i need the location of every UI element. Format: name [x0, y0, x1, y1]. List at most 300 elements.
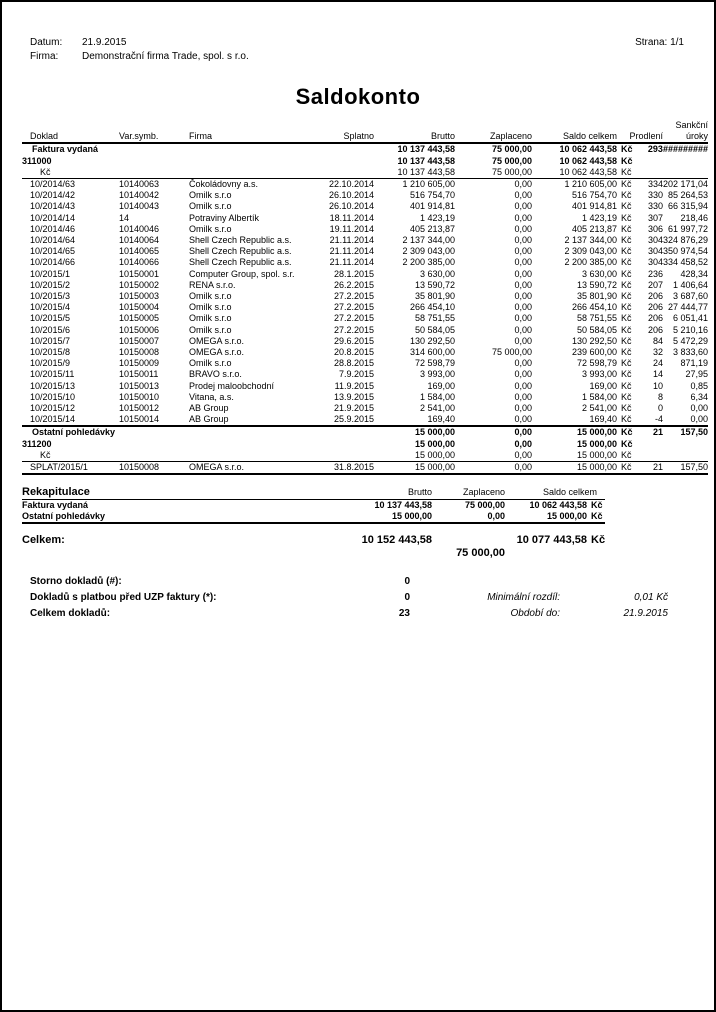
table-row — [22, 291, 708, 302]
cell-account: 311000 — [22, 155, 52, 166]
cell-saldo: 1 210 605,00 — [564, 179, 617, 190]
cell-splatno: 22.10.2014 — [328, 179, 374, 190]
cell-doklad: 10/2014/42 — [30, 190, 76, 201]
uzp-value: 0 — [404, 591, 410, 603]
cell-uroky: 66 315,94 — [667, 201, 708, 212]
rekap-header-saldo: Saldo celkem — [505, 487, 605, 499]
cell-currency: Kč — [621, 257, 632, 268]
celkem-saldo: 10 077 443,58 — [516, 533, 587, 546]
cell-group-name: Ostatní pohledávky — [32, 427, 116, 438]
cell-uroky: 3 687,60 — [672, 291, 708, 302]
cell-currency: Kč — [621, 144, 633, 155]
cell-uroky: 218,46 — [680, 212, 708, 223]
cell-varsymb: 10150013 — [119, 380, 160, 391]
cell-prodleni: 24 — [652, 358, 663, 369]
rekap-row-zaplaceno: 75 000,00 — [464, 499, 505, 510]
cell-firma: OMEGA s.r.o. — [189, 462, 304, 475]
cell-saldo: 169,00 — [589, 380, 617, 391]
header-row — [22, 131, 708, 143]
cell-brutto: 15 000,00 — [414, 438, 455, 449]
celkem-row — [22, 523, 605, 547]
cell-zaplaceno: 0,00 — [514, 391, 532, 402]
cell-saldo: 3 630,00 — [581, 268, 617, 279]
cell-saldo: 10 062 443,58 — [559, 144, 617, 155]
cell-saldo: 266 454,10 — [571, 302, 617, 313]
cell-splatno: 20.8.2015 — [333, 347, 374, 358]
cell-saldo: 239 600,00 — [571, 347, 617, 358]
cell-doklad: 10/2014/65 — [30, 246, 76, 257]
cell-brutto: 3 630,00 — [419, 268, 455, 279]
cell-firma: Shell Czech Republic a.s. — [189, 257, 292, 268]
cell-currency: Kč — [621, 391, 632, 402]
cell-splatno: 19.11.2014 — [329, 223, 374, 234]
cell-doklad: 10/2015/3 — [30, 291, 71, 302]
min-rozdil-value: 0,01 Kč — [634, 591, 668, 603]
table-row — [22, 269, 708, 280]
cell-zaplaceno: 0,00 — [514, 201, 532, 212]
cell-firma: Omilk s.r.o — [189, 313, 232, 324]
cell-currency: Kč — [621, 212, 632, 223]
cell-varsymb: 10140064 — [119, 235, 160, 246]
storno-label: Storno dokladů (#): — [30, 575, 122, 587]
cell-firma: Computer Group, spol. s.r. — [189, 268, 295, 279]
celkem-spacer — [505, 547, 587, 560]
cell-currency: Kč — [621, 291, 632, 302]
cell-firma: Omilk s.r.o — [189, 223, 232, 234]
cell-varsymb: 10150012 — [119, 403, 160, 414]
cell-firma: Omilk s.r.o — [189, 358, 232, 369]
summary-row — [30, 576, 684, 592]
cell-prodleni: 32 — [652, 347, 663, 358]
celkem-label: Celkem: — [22, 533, 65, 546]
header-varsymb: Var.symb. — [119, 131, 189, 143]
cell-prodleni: 306 — [647, 223, 663, 234]
cell-prodleni: 330 — [647, 190, 663, 201]
rekap-header-zaplaceno: Zaplaceno — [432, 487, 505, 499]
cell-firma: BRAVO s.r.o. — [189, 369, 242, 380]
cell-doklad: 10/2015/1 — [30, 268, 71, 279]
cell-brutto: 2 309 043,00 — [402, 246, 455, 257]
rekap-header-row — [22, 487, 605, 499]
cell-varsymb: 10150003 — [119, 291, 160, 302]
cell-saldo: 2 541,00 — [581, 403, 617, 414]
cell-zaplaceno: 0,00 — [514, 268, 532, 279]
celkem-zaplaceno-row — [22, 547, 605, 560]
cell-zaplaceno: 0,00 — [455, 450, 532, 462]
cell-zaplaceno: 0,00 — [514, 235, 532, 246]
rekap-row-zaplaceno: 0,00 — [432, 511, 505, 523]
cell-varsymb: 10140065 — [119, 246, 160, 257]
cell-currency: Kč — [617, 450, 635, 462]
cell-doklad: 10/2015/5 — [30, 313, 71, 324]
strana-label: Strana: — [635, 37, 668, 48]
cell-splatno: 21.11.2014 — [329, 235, 374, 246]
datum-value: 21.9.2015 — [82, 37, 127, 48]
saldo-table-body — [22, 143, 708, 474]
group-total-row — [22, 143, 708, 155]
rekap-row-saldo: 15 000,00 — [505, 511, 587, 523]
cell-prodleni: 330 — [647, 201, 663, 212]
cell-zaplaceno: 0,00 — [514, 380, 532, 391]
cell-saldo: 516 754,70 — [571, 190, 617, 201]
cell-brutto: 35 801,90 — [414, 291, 455, 302]
cell-firma: Omilk s.r.o — [189, 324, 232, 335]
cell-splatno: 26.2.2015 — [333, 279, 374, 290]
cell-varsymb: 10150006 — [119, 324, 160, 335]
table-row — [22, 302, 708, 313]
cell-zaplaceno: 0,00 — [514, 302, 532, 313]
celkem-spacer — [334, 547, 432, 560]
cell-prodleni: 21 — [652, 427, 663, 438]
cell-uroky: 0,85 — [690, 380, 708, 391]
cell-prodleni: 206 — [647, 324, 663, 335]
cell-splatno: 25.9.2015 — [304, 414, 374, 426]
table-row — [22, 336, 708, 347]
cell-doklad: 10/2015/13 — [30, 380, 76, 391]
group-account-row — [22, 156, 708, 167]
table-row — [22, 280, 708, 291]
cell-zaplaceno: 0,00 — [514, 223, 532, 234]
cell-firma: RENA s.r.o. — [189, 279, 236, 290]
cell-brutto: 15 000,00 — [414, 427, 455, 438]
cell-saldo: 169,40 — [532, 414, 617, 426]
celkem-dokladu-label: Celkem dokladů: — [30, 607, 111, 619]
cell-uroky: 1 406,64 — [672, 279, 708, 290]
cell-saldo: 2 137 344,00 — [564, 235, 617, 246]
table-row — [22, 246, 708, 257]
cell-splatno: 21.9.2015 — [333, 403, 374, 414]
rekap-header-brutto: Brutto — [334, 487, 432, 499]
cell-splatno: 21.11.2014 — [329, 257, 374, 268]
cell-doklad: 10/2014/63 — [30, 179, 76, 190]
cell-varsymb: 10150004 — [119, 302, 160, 313]
cell-brutto: 15 000,00 — [374, 450, 455, 462]
cell-prodleni: 206 — [647, 313, 663, 324]
cell-splatno: 7.9.2015 — [338, 369, 374, 380]
cell-splatno: 28.8.2015 — [333, 358, 374, 369]
cell-doklad: 10/2015/9 — [30, 358, 71, 369]
obdobi-label: Období do: — [510, 607, 560, 619]
firma-label: Firma: — [30, 51, 59, 62]
cell-zaplaceno: 0,00 — [514, 438, 532, 449]
table-row — [22, 347, 708, 358]
cell-varsymb: 10150008 — [119, 462, 189, 475]
celkem-spacer — [432, 523, 505, 547]
cell-brutto: 3 993,00 — [419, 369, 455, 380]
cell-saldo: 405 213,87 — [571, 223, 617, 234]
cell-brutto: 10 137 443,58 — [374, 167, 455, 179]
table-row — [22, 414, 708, 426]
cell-zaplaceno: 0,00 — [514, 427, 532, 438]
cell-saldo: 15 000,00 — [576, 427, 617, 438]
table-row — [22, 179, 708, 191]
cell-prodleni: 14 — [652, 369, 663, 380]
cell-zaplaceno: 0,00 — [514, 324, 532, 335]
cell-currency: Kč — [621, 438, 633, 449]
cell-prodleni: 84 — [652, 335, 663, 346]
rekap-title: Rekapitulace — [22, 487, 334, 499]
cell-saldo: 13 590,72 — [576, 279, 617, 290]
celkem-currency: Kč — [591, 533, 606, 546]
table-row — [22, 190, 708, 201]
cell-saldo: 58 751,55 — [576, 313, 617, 324]
cell-zaplaceno: 0,00 — [514, 212, 532, 223]
cell-prodleni: 8 — [657, 391, 663, 402]
rekap-row-brutto: 15 000,00 — [334, 511, 432, 523]
cell-saldo: 50 584,05 — [576, 324, 617, 335]
table-row — [22, 313, 708, 324]
cell-uroky: 871,19 — [680, 358, 708, 369]
cell-saldo: 3 993,00 — [581, 369, 617, 380]
cell-saldo: 15 000,00 — [532, 462, 617, 475]
cell-varsymb: 10150010 — [119, 391, 160, 402]
cell-firma: AB Group — [189, 414, 304, 426]
cell-currency: Kč — [617, 167, 635, 179]
cell-brutto: 10 137 443,58 — [397, 155, 455, 166]
cell-zaplaceno: 0,00 — [514, 246, 532, 257]
cell-zaplaceno: 0,00 — [514, 358, 532, 369]
cell-zaplaceno: 75 000,00 — [491, 144, 532, 155]
table-row — [22, 213, 708, 224]
cell-splatno: 11.9.2015 — [334, 380, 374, 391]
cell-zaplaceno: 0,00 — [455, 414, 532, 426]
cell-zaplaceno: 0,00 — [514, 403, 532, 414]
rekap-table — [22, 487, 605, 560]
cell-currency: Kč — [621, 279, 632, 290]
cell-varsymb: 10150007 — [119, 335, 160, 346]
cell-uroky: 0,00 — [663, 414, 708, 426]
cell-prodleni: 21 — [635, 462, 663, 475]
cell-currency: Kč — [621, 223, 632, 234]
group-currency-row — [22, 167, 708, 179]
cell-currency: Kč — [621, 380, 632, 391]
cell-currency: Kč — [621, 403, 632, 414]
cell-splatno: 21.11.2014 — [329, 246, 374, 257]
cell-firma: Omilk s.r.o — [189, 302, 232, 313]
cell-uroky: 334 458,52 — [663, 257, 708, 268]
min-rozdil-label: Minimální rozdíl: — [487, 591, 560, 603]
group-currency-row — [22, 450, 708, 462]
cell-firma: Shell Czech Republic a.s. — [189, 235, 292, 246]
cell-saldo: 1 423,19 — [581, 212, 617, 223]
cell-uroky: 85 264,53 — [667, 190, 708, 201]
cell-currency: Kč — [621, 369, 632, 380]
cell-currency-label: Kč — [22, 450, 374, 462]
rekap-row-brutto: 10 137 443,58 — [374, 499, 432, 510]
rekap-row-currency: Kč — [587, 511, 605, 523]
cell-doklad: 10/2015/8 — [30, 347, 71, 358]
cell-splatno: 31.8.2015 — [304, 462, 374, 475]
cell-uroky: 428,34 — [680, 268, 708, 279]
cell-brutto: 10 137 443,58 — [397, 144, 455, 155]
cell-doklad: 10/2014/46 — [30, 223, 76, 234]
cell-doklad: 10/2015/10 — [30, 391, 76, 402]
cell-brutto: 50 584,05 — [414, 324, 455, 335]
summary-row — [30, 608, 684, 624]
cell-currency: Kč — [621, 246, 632, 257]
cell-doklad: SPLAT/2015/1 — [22, 462, 119, 475]
cell-varsymb: 10140063 — [119, 179, 160, 190]
cell-prodleni: 304 — [647, 246, 663, 257]
cell-varsymb: 10140043 — [119, 201, 160, 212]
celkem-spacer — [22, 547, 334, 560]
cell-saldo: 10 062 443,58 — [532, 167, 617, 179]
cell-varsymb: 14 — [119, 212, 130, 223]
cell-currency: Kč — [621, 324, 632, 335]
cell-doklad: 10/2014/66 — [30, 257, 76, 268]
cell-uroky: 157,50 — [680, 427, 708, 438]
cell-firma: Omilk s.r.o — [189, 190, 232, 201]
celkem-zaplaceno: 75 000,00 — [456, 546, 505, 559]
header-row-top — [22, 120, 708, 131]
cell-splatno: 26.10.2014 — [328, 201, 374, 212]
strana — [635, 36, 684, 50]
cell-prodleni: 334 — [647, 179, 663, 190]
page-title: Saldokonto — [295, 84, 421, 109]
table-row — [22, 201, 708, 212]
cell-varsymb: 10150005 — [119, 313, 160, 324]
cell-brutto: 13 590,72 — [414, 279, 455, 290]
cell-zaplaceno: 0,00 — [514, 369, 532, 380]
cell-firma: OMEGA s.r.o. — [189, 347, 245, 358]
cell-uroky: 3 833,60 — [672, 347, 708, 358]
cell-prodleni-uroky: 293######### — [647, 144, 708, 155]
cell-zaplaceno: 0,00 — [514, 335, 532, 346]
cell-zaplaceno: 0,00 — [514, 179, 532, 190]
saldo-table — [22, 120, 708, 475]
cell-varsymb: 10140042 — [119, 190, 160, 201]
cell-doklad: 10/2015/6 — [30, 324, 71, 335]
cell-varsymb: 10150002 — [119, 279, 160, 290]
rekap-row-currency: Kč — [591, 499, 603, 510]
cell-firma: Omilk s.r.o — [189, 201, 232, 212]
cell-spacer — [635, 167, 708, 179]
cell-varsymb: 10140046 — [119, 223, 160, 234]
report-header — [30, 36, 684, 64]
header-doklad: Doklad — [22, 131, 119, 143]
storno-value: 0 — [404, 575, 410, 587]
cell-spacer — [635, 439, 708, 450]
group-account-row — [22, 439, 708, 450]
cell-zaplaceno: 0,00 — [514, 291, 532, 302]
cell-brutto: 15 000,00 — [374, 462, 455, 475]
table-row — [22, 235, 708, 246]
cell-saldo: 15 000,00 — [532, 450, 617, 462]
header-prodleni: Prodlení — [617, 131, 663, 143]
cell-zaplaceno: 0,00 — [514, 279, 532, 290]
cell-firma: AB Group — [189, 403, 229, 414]
cell-firma: Prodej maloobchodní — [189, 380, 275, 391]
cell-prodleni: 207 — [647, 279, 663, 290]
table-row — [22, 325, 708, 336]
cell-spacer — [635, 450, 708, 462]
cell-uroky: 6,34 — [690, 391, 708, 402]
cell-doklad: 10/2015/7 — [30, 335, 71, 346]
cell-brutto: 58 751,55 — [414, 313, 455, 324]
cell-zaplaceno: 0,00 — [514, 190, 532, 201]
cell-currency: Kč — [621, 179, 632, 190]
obdobi-value: 21.9.2015 — [623, 607, 668, 619]
cell-currency: Kč — [621, 313, 632, 324]
table-row — [22, 369, 708, 380]
cell-splatno: 28.1.2015 — [333, 268, 374, 279]
cell-doklad: 10/2015/11 — [30, 369, 75, 380]
cell-varsymb: 10150001 — [119, 268, 160, 279]
cell-zaplaceno: 0,00 — [455, 462, 532, 475]
cell-prodleni: 0 — [657, 403, 663, 414]
cell-currency: Kč — [621, 347, 632, 358]
cell-splatno: 26.10.2014 — [328, 190, 374, 201]
table-row — [22, 224, 708, 235]
cell-brutto: 2 137 344,00 — [402, 235, 455, 246]
cell-currency: Kč — [621, 201, 632, 212]
rekap-row-saldo: 10 062 443,58 — [529, 499, 587, 510]
cell-saldo: 15 000,00 — [576, 438, 617, 449]
header-brutto: Brutto — [374, 131, 455, 143]
cell-saldo: 72 598,79 — [576, 358, 617, 369]
cell-firma: Shell Czech Republic a.s. — [189, 246, 292, 257]
cell-group-name: Faktura vydaná — [32, 144, 99, 155]
cell-uroky: 324 876,29 — [663, 235, 708, 246]
cell-varsymb: 10150009 — [119, 358, 160, 369]
cell-saldo: 130 292,50 — [571, 335, 617, 346]
cell-firma: Vitana, a.s. — [189, 391, 234, 402]
cell-brutto: 130 292,50 — [409, 335, 455, 346]
table-row — [22, 462, 708, 475]
table-row — [22, 381, 708, 392]
cell-brutto: 72 598,79 — [414, 358, 455, 369]
cell-uroky: 5 210,16 — [672, 324, 708, 335]
cell-uroky: 157,50 — [663, 462, 708, 475]
cell-splatno: 18.11.2014 — [329, 212, 374, 223]
cell-saldo: 401 914,81 — [571, 201, 617, 212]
cell-brutto: 405 213,87 — [409, 223, 455, 234]
cell-currency: Kč — [621, 155, 633, 166]
cell-prodleni: 307 — [647, 212, 663, 223]
cell-currency: Kč — [621, 335, 632, 346]
cell-firma: OMEGA s.r.o. — [189, 335, 245, 346]
cell-firma: Čokoládovny a.s. — [189, 179, 259, 190]
table-row — [22, 358, 708, 369]
rekap-row-name: Faktura vydaná — [22, 499, 89, 510]
cell-brutto: 2 541,00 — [419, 403, 455, 414]
cell-zaplaceno: 75 000,00 — [491, 155, 532, 166]
cell-doklad: 10/2015/4 — [30, 302, 71, 313]
cell-zaplaceno: 0,00 — [514, 257, 532, 268]
cell-zaplaceno: 0,00 — [514, 313, 532, 324]
cell-splatno: 27.2.2015 — [333, 324, 374, 335]
cell-brutto: 169,40 — [374, 414, 455, 426]
cell-firma: Potraviny Albertík — [189, 212, 260, 223]
celkem-dokladu-value: 23 — [398, 607, 410, 619]
cell-splatno: 27.2.2015 — [333, 302, 374, 313]
cell-splatno: 29.6.2015 — [333, 335, 374, 346]
cell-firma: Omilk s.r.o — [189, 291, 232, 302]
cell-prodleni: -4 — [635, 414, 663, 426]
header-saldo: Saldo celkem — [532, 131, 617, 143]
cell-saldo: 10 062 443,58 — [559, 155, 617, 166]
cell-prodleni: 304 — [647, 257, 663, 268]
cell-prodleni: 206 — [647, 302, 663, 313]
table-row — [22, 403, 708, 414]
cell-uroky: 350 974,54 — [663, 246, 708, 257]
cell-currency: Kč — [621, 302, 632, 313]
cell-brutto: 266 454,10 — [409, 302, 455, 313]
cell-uroky: 27 444,77 — [667, 302, 708, 313]
cell-brutto: 1 210 605,00 — [402, 179, 455, 190]
firma-value: Demonstrační firma Trade, spol. s r.o. — [82, 51, 249, 62]
cell-varsymb: 10140066 — [119, 257, 160, 268]
